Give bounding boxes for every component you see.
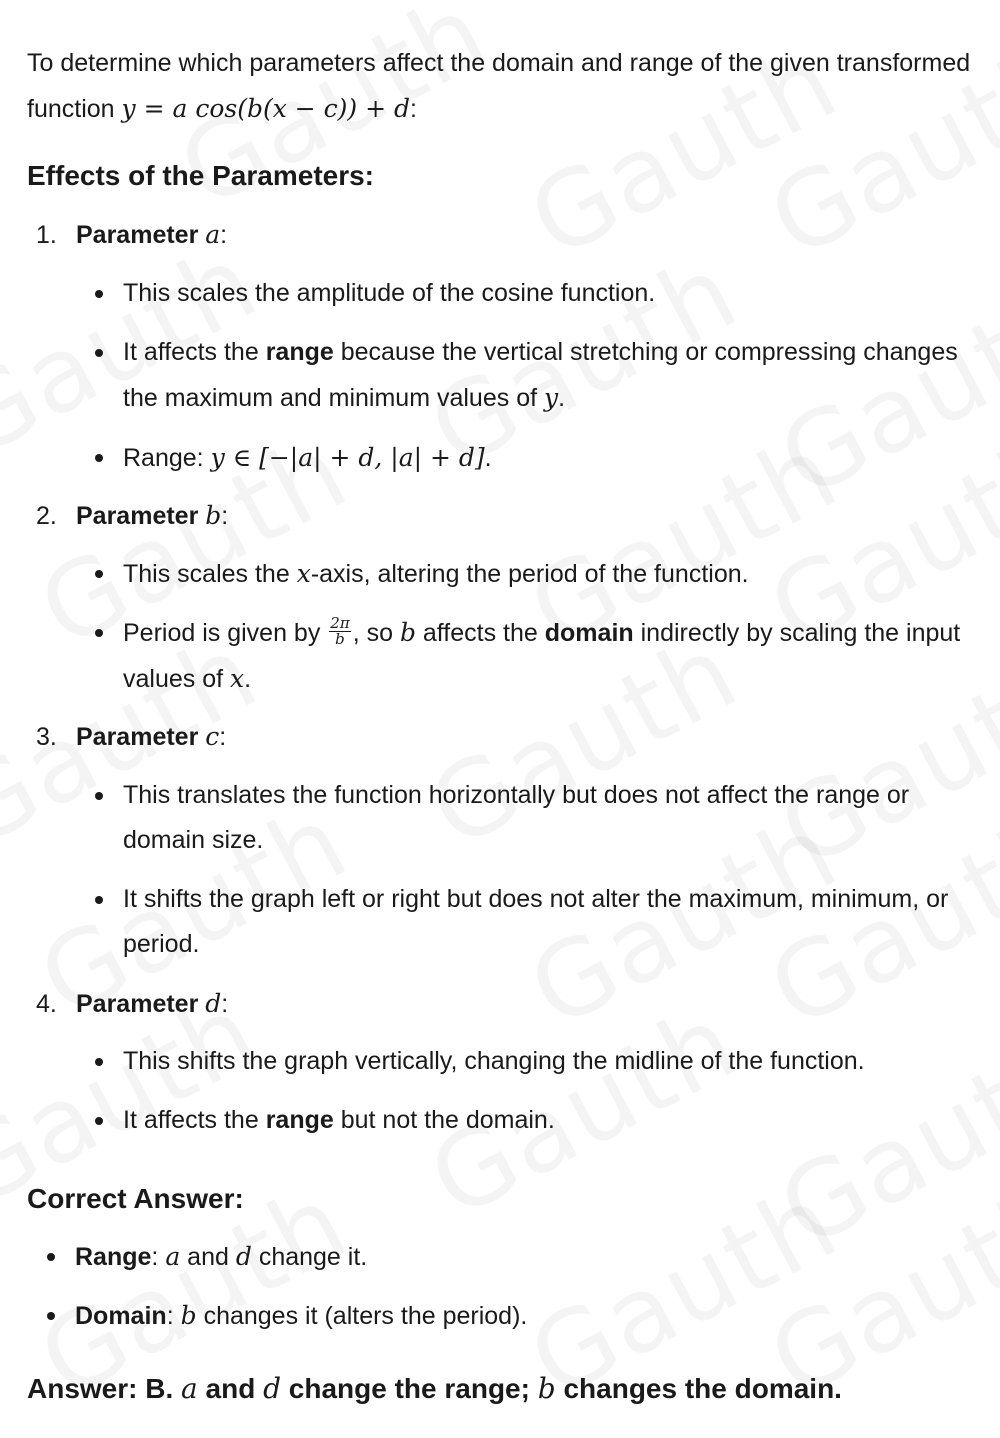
param-b-heading — [36, 501, 228, 531]
correct-var: d — [235, 1242, 252, 1271]
bullet-var: x — [230, 664, 245, 693]
final-text: change the range; — [288, 1373, 530, 1404]
final-answer — [27, 1372, 842, 1405]
correct-colon: : — [151, 1243, 159, 1271]
correct-label: Range — [75, 1243, 152, 1271]
bullet-text: It affects the — [123, 338, 259, 366]
bullet-text: because the vertical stretching or compressing changes the maximum and minimum values of — [123, 338, 958, 412]
param-number: 3. — [36, 723, 57, 751]
param-colon: : — [221, 502, 229, 530]
final-var: b — [537, 1372, 556, 1405]
correct-text: changes it (alters the period). — [203, 1302, 528, 1330]
list-item — [123, 1098, 973, 1143]
intro-paragraph — [27, 40, 977, 132]
param-label: Parameter — [76, 221, 199, 249]
list-item — [123, 1039, 973, 1084]
list-item — [123, 877, 973, 967]
final-var: a — [181, 1372, 198, 1405]
bullet-text: This scales the amplitude of the cosine function. — [123, 279, 656, 307]
bullet-math: y ∈ [−|a| + d, |a| + d] — [210, 443, 485, 472]
correct-text: change it. — [258, 1243, 368, 1271]
list-item — [75, 1234, 925, 1280]
bullet-end: . — [244, 665, 252, 693]
param-var: a — [205, 220, 221, 249]
fraction-denominator: b — [335, 629, 345, 648]
param-label: Parameter — [76, 502, 199, 530]
param-var: b — [205, 501, 222, 530]
correct-text: and — [187, 1243, 229, 1271]
bullet-bold: domain — [544, 619, 634, 647]
period-fraction — [329, 613, 350, 648]
param-var: c — [205, 722, 220, 751]
param-colon: : — [220, 221, 228, 249]
bullet-end: . — [558, 384, 566, 412]
intro-colon: : — [410, 95, 417, 123]
bullet-end: . — [484, 444, 492, 472]
list-item — [123, 773, 973, 863]
param-c-heading — [36, 722, 226, 752]
bullet-text: It affects the — [123, 1106, 259, 1134]
param-var: d — [205, 989, 222, 1018]
final-var: d — [263, 1372, 282, 1405]
param-number: 4. — [36, 990, 57, 1018]
bullet-var: x — [296, 559, 311, 588]
bullet-text: indirectly by scaling the input values of — [123, 619, 961, 693]
bullet-text: It shifts the graph left or right but does not alter the maximum, minimum, or period. — [123, 885, 949, 958]
intro-formula: y = a cos(b(x − c)) + d — [121, 94, 411, 123]
correct-label: Domain — [75, 1302, 167, 1330]
list-item — [123, 551, 973, 597]
bullet-text: Range: — [123, 444, 204, 472]
bullet-text: -axis, altering the period of the function. — [310, 560, 749, 588]
bullet-text: Period is given by — [123, 619, 321, 647]
correct-answer-heading: Correct Answer: — [27, 1183, 244, 1214]
list-item — [123, 271, 973, 316]
correct-var: a — [165, 1242, 181, 1271]
bullet-bold: range — [265, 1106, 334, 1134]
bullet-text: This shifts the graph vertically, changing the midline of the function. — [123, 1047, 865, 1075]
param-a-heading — [36, 220, 227, 250]
effects-heading: Effects of the Parameters: — [27, 160, 375, 191]
param-label: Parameter — [76, 990, 199, 1018]
bullet-text: affects the — [422, 619, 538, 647]
intro-text: To determine which parameters affect the domain and range of the given transformed function — [27, 49, 971, 123]
list-item — [75, 1293, 925, 1339]
correct-colon: : — [166, 1302, 174, 1330]
final-text: changes the domain. — [563, 1373, 842, 1404]
final-text: Answer: B. — [27, 1373, 174, 1404]
bullet-text: , so — [352, 619, 393, 647]
bullet-text: but not the domain. — [340, 1106, 555, 1134]
param-number: 2. — [36, 502, 57, 530]
bullet-bold: range — [265, 338, 334, 366]
final-text: and — [205, 1373, 256, 1404]
list-item — [123, 330, 973, 421]
bullet-var: y — [544, 383, 559, 412]
param-d-heading — [36, 989, 228, 1019]
list-item — [123, 435, 973, 481]
fraction-numerator: 2π — [330, 613, 350, 632]
param-number: 1. — [36, 221, 57, 249]
correct-var: b — [180, 1301, 197, 1330]
param-label: Parameter — [76, 723, 199, 751]
bullet-text: This translates the function horizontally but does not affect the range or domain size. — [123, 781, 910, 854]
bullet-var: b — [399, 618, 416, 647]
bullet-text: This scales the — [123, 560, 290, 588]
list-item — [123, 610, 973, 702]
param-colon: : — [221, 990, 229, 1018]
param-colon: : — [219, 723, 227, 751]
